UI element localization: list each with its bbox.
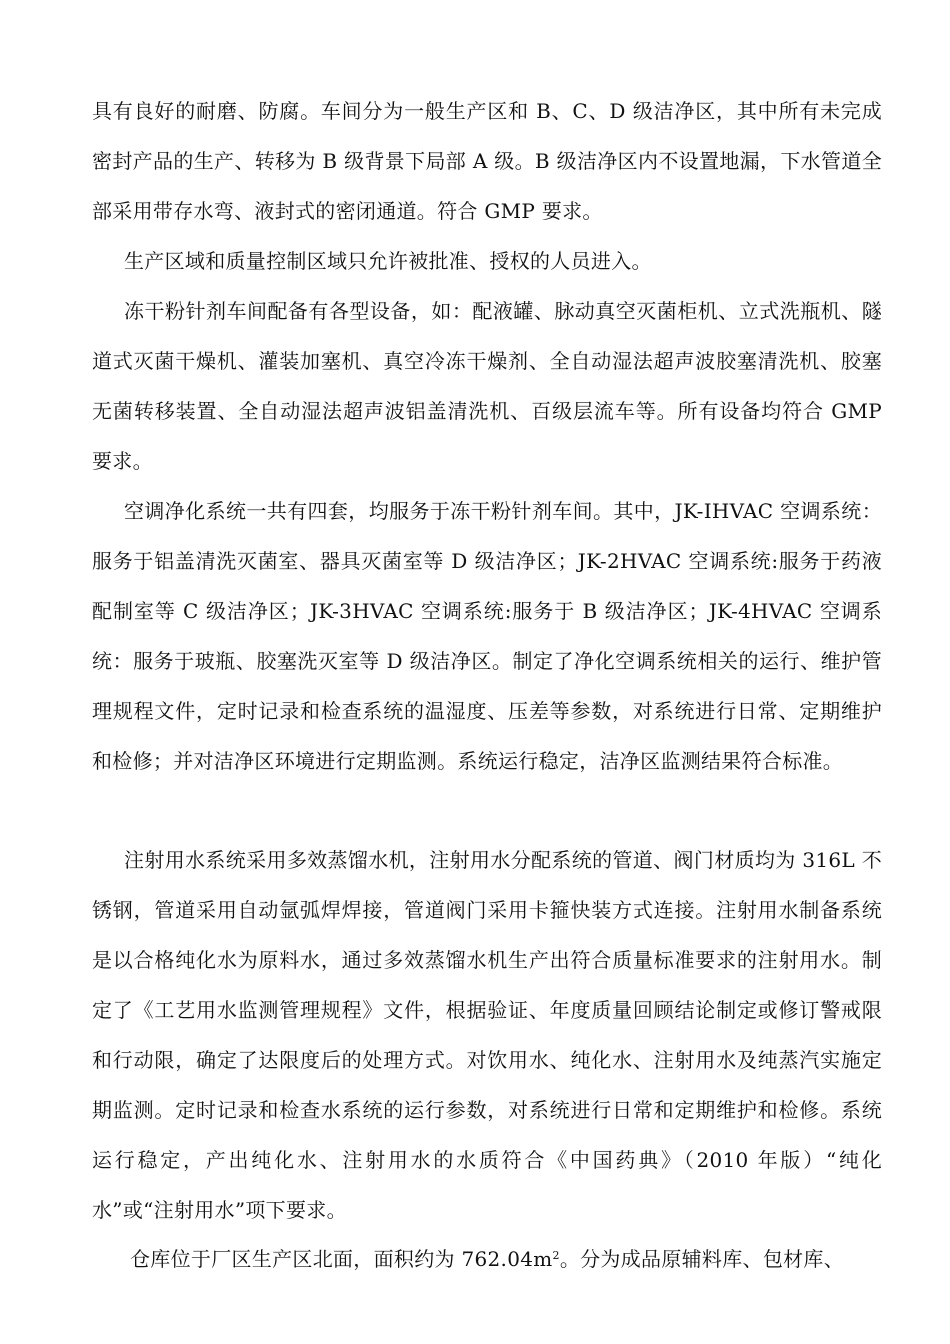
paragraph-water-system: 注射用水系统采用多效蒸馏水机，注射用水分配系统的管道、阀门材质均为 316L 不锈钢，管道采用自动氩弧焊焊接，管道阀门采用卡箍快装方式连接。注射用水制备系统是以合格纯化水为原料水，通过多效蒸馏水机生产出符合质量标准要求的注射用水。制定了《工艺用水监测管理规程》文件，根据验证、年度质量回顾结论制定或修订警戒限和行动限，确定了达限度后的处理方式。对饮用水、纯化水、注射用水及纯蒸汽实施定期监测。定时记录和检查水系统的运行参数，对系统进行日常和定期维护和检修。系统运行稳定，产出纯化水、注射用水的水质符合《中国药典》（2010 年版）“纯化水”或“注射用水”项下要求。 bbox=[92, 848, 882, 1222]
paragraph-equipment: 冻干粉针剂车间配备有各型设备，如：配液罐、脉动真空灭菌柜机、立式洗瓶机、隧道式灭菌干燥机、灌装加塞机、真空冷冻干燥剂、全自动湿法超声波胶塞清洗机、胶塞无菌转移装置、全自动湿法超声波铝盖清洗机、百级层流车等。所有设备均符合 GMP 要求。 bbox=[92, 299, 882, 473]
paragraph-hvac-system: 空调净化系统一共有四套，均服务于冻干粉针剂车间。其中，JK-IHVAC 空调系统：服务于铝盖清洗灭菌室、器具灭菌室等 D 级洁净区；JK-2HVAC 空调系统:服务于药液配制室等 C 级洁净区；JK-3HVAC 空调系统:服务于 B 级洁净区；JK-4HVAC 空调系统：服务于玻瓶、胶塞洗灭室等 D 级洁净区。制定了净化空调系统相关的运行、维护管理规程文件，定时记录和检查系统的温湿度、压差等参数，对系统进行日常、定期维护和检修；并对洁净区环境进行定期监测。系统运行稳定，洁净区监测结果符合标准。 bbox=[92, 499, 882, 773]
warehouse-text-after-unit: 。分为成品原辅料库、包材库、 bbox=[559, 1247, 845, 1271]
warehouse-text-before-unit: 仓库位于厂区生产区北面，面积约为 762.04m bbox=[130, 1247, 553, 1271]
paragraph-warehouse bbox=[92, 1234, 882, 1284]
area-unit-superscript: 2 bbox=[552, 1249, 560, 1262]
paragraph-workshop-zones: 具有良好的耐磨、防腐。车间分为一般生产区和 B、C、D 级洁净区，其中所有未完成密封产品的生产、转移为 B 级背景下局部 A 级。B 级洁净区内不设置地漏，下水管道全部采用带存水弯、液封式的密闭通道。符合 GMP 要求。 bbox=[92, 99, 882, 223]
paragraph-access-control: 生产区域和质量控制区域只允许被批准、授权的人员进入。 bbox=[124, 249, 652, 273]
